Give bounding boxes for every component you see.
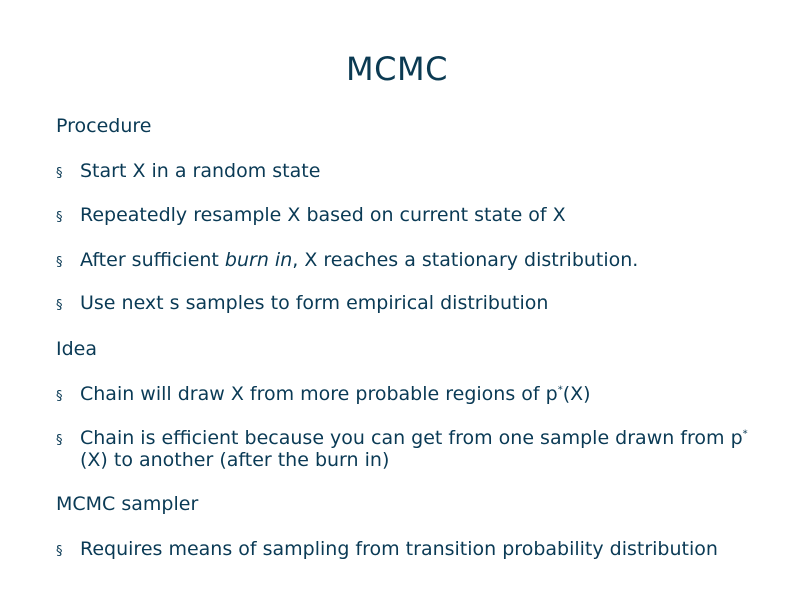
bullet-item — [56, 427, 756, 471]
section-heading-procedure: Procedure — [56, 115, 152, 137]
bullet-text: Requires means of sampling from transition probability distribution — [80, 538, 718, 560]
section-heading-sampler: MCMC sampler — [56, 493, 199, 515]
bullet-text-pre: Chain is efficient because you can get from one sample drawn from p — [80, 427, 743, 449]
bullet-item — [56, 160, 756, 182]
bullet-marker-icon: § — [56, 433, 63, 448]
bullet-marker-icon: § — [56, 389, 63, 404]
bullet-item — [56, 249, 756, 271]
bullet-item — [56, 383, 756, 405]
bullet-text-post: , X reaches a stationary distribution. — [292, 249, 639, 271]
bullet-marker-icon: § — [56, 544, 63, 559]
bullet-text-post: (X) — [562, 383, 591, 405]
bullet-item — [56, 204, 756, 226]
bullet-text — [80, 383, 756, 405]
slide-title: MCMC — [346, 50, 448, 88]
bullet-text: Use next s samples to form empirical distribution — [80, 292, 549, 314]
bullet-item — [56, 538, 756, 560]
bullet-marker-icon: § — [56, 298, 63, 313]
section-heading-idea: Idea — [56, 338, 97, 360]
bullet-item — [56, 292, 756, 314]
bullet-text-sup: * — [742, 428, 748, 440]
bullet-text — [80, 249, 756, 271]
bullet-text: Repeatedly resample X based on current state of X — [80, 204, 566, 226]
bullet-text-post: (X) to another (after the burn in) — [80, 449, 390, 471]
bullet-text-emphasis: burn in — [224, 249, 293, 271]
bullet-text-pre: After sufficient — [80, 249, 225, 271]
bullet-marker-icon: § — [56, 255, 63, 270]
bullet-text — [80, 427, 756, 471]
bullet-text-pre: Chain will draw X from more probable regions of p — [80, 383, 558, 405]
bullet-text-sup: * — [557, 384, 563, 396]
bullet-marker-icon: § — [56, 210, 63, 225]
bullet-text: Start X in a random state — [80, 160, 321, 182]
bullet-marker-icon: § — [56, 166, 63, 181]
